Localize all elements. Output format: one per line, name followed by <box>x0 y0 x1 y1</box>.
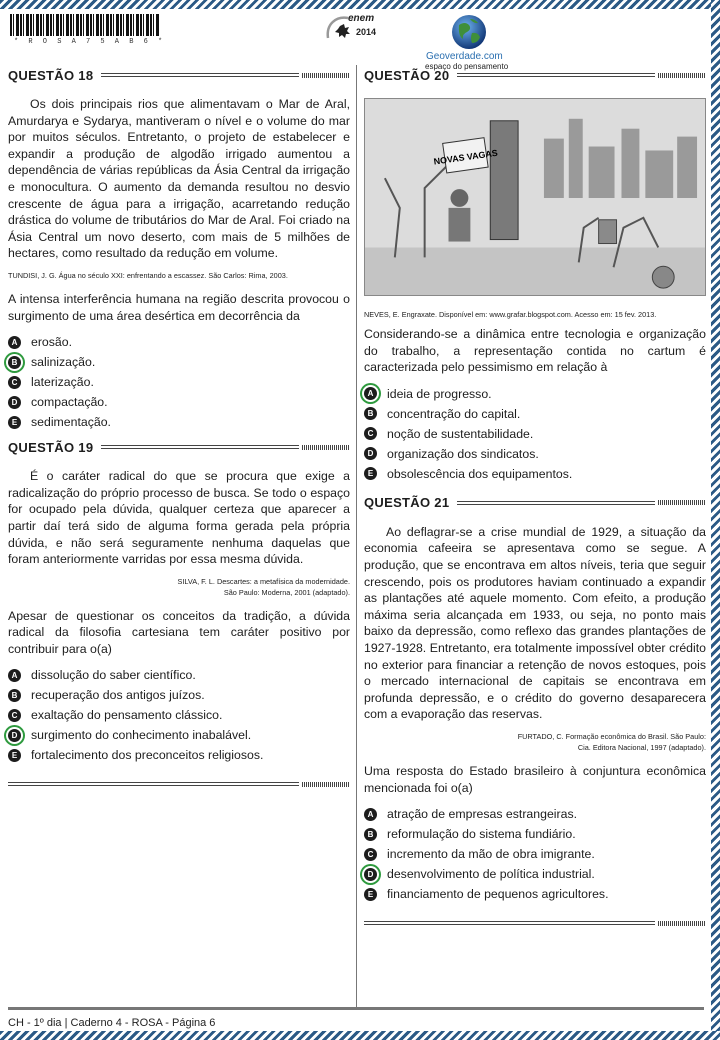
option-letter: B <box>8 689 21 702</box>
option-c[interactable] <box>364 424 706 444</box>
footer-rule <box>8 1007 704 1010</box>
option-a[interactable] <box>8 332 350 352</box>
option-letter: E <box>8 416 21 429</box>
option-text: noção de sustentabilidade. <box>387 426 534 441</box>
answer-options <box>364 384 706 484</box>
question-source: TUNDISI, J. G. Água no século XXI: enfrentando a escassez. São Carlos: Rima, 2003. <box>8 270 288 280</box>
source-line-1: FURTADO, C. Formação econômica do Brasil. São Paulo: <box>517 731 706 741</box>
option-text: exaltação do pensamento clássico. <box>31 708 223 723</box>
question-source <box>364 731 706 753</box>
option-text: sedimentação. <box>31 415 111 430</box>
answer-options <box>8 332 350 432</box>
option-text: reformulação do sistema fundiário. <box>387 827 576 842</box>
option-b[interactable] <box>364 824 706 844</box>
header-ticks <box>302 73 350 78</box>
globe-icon <box>450 13 488 51</box>
end-rule-line <box>8 782 299 786</box>
option-letter: B <box>364 828 377 841</box>
option-letter: C <box>364 848 377 861</box>
option-e[interactable] <box>364 464 706 484</box>
header-rule <box>101 73 299 77</box>
option-letter-marked: D <box>364 868 377 881</box>
option-a[interactable] <box>364 804 706 824</box>
question-text: Ao deflagrar-se a crise mundial de 1929, a situação da economia cafeeira se apresentava como se segue. A produção, que se encontrava em altos níveis, teria que seguir crescendo, pois os produtores haviam continuado a expandir as plantações até aquele momento. Com efeito, a produção máxima seria alcançada em 1933, ou seja, no ponto mais baixo da depressão, como reflexo das grandes plantações de 1927-1928. Entretanto, era totalmente impossível obter crédito no exterior para financiar a retenção de novos estoques, pois o mercado internacional de capitais se encontrava em profunda depressão, e o crédito do governo desaparecera com a evaporação das reservas. <box>364 524 706 722</box>
question-text: É o caráter radical do que se procura que exige a radicalização do próprio processo de busca. Se todo o espaço for ocupado pela dúvida, qualquer certeza que aparecer a partir daí terá sido de alguma forma gerada pela própria dúvida, e não será seguramente nenhuma daquelas que foram anteriormente varridas por essa mesma dúvida. <box>8 469 350 567</box>
question-title: QUESTÃO 18 <box>8 67 94 83</box>
question-header <box>364 494 706 512</box>
option-letter: C <box>364 427 377 440</box>
question-title: QUESTÃO 21 <box>364 495 450 511</box>
bottom-stripe-border <box>0 1031 720 1040</box>
option-c[interactable] <box>8 372 350 392</box>
option-text: fortalecimento dos preconceitos religiosos. <box>31 748 264 763</box>
end-rule-ticks <box>302 782 350 787</box>
option-a[interactable] <box>8 665 350 685</box>
question-header <box>8 66 350 84</box>
option-letter-marked: B <box>8 356 21 369</box>
option-text: dissolução do saber científico. <box>31 668 196 683</box>
option-letter: E <box>364 888 377 901</box>
source-line-2: São Paulo: Moderna, 2001 (adaptado). <box>223 587 350 597</box>
end-rule-line <box>364 921 655 925</box>
watermark-tagline: espaço do pensamento <box>425 62 509 71</box>
option-letter: E <box>8 749 21 762</box>
source-line-2: Cia. Editora Nacional, 1997 (adaptado). <box>577 742 706 752</box>
question-text: Os dois principais rios que alimentavam o Mar de Aral, Amurdarya e Sydarya, mantiveram o nível e o volume do mar por muitos séculos. Entretanto, o projeto de estabelecer e expandir a produção de algodão irrigado aumentou a dependência de várias repúblicas da Ásia Central da irrigação e monocultura. O aumento da demanda resultou no desvio crescente de água para a irrigação, acarretando redução drástica do volume de tributários do Mar de Aral. Foi criado na Ásia Central um novo deserto, com mais de 5 milhões de hectares, como resultado da redução em volume. <box>8 97 350 261</box>
option-e[interactable] <box>8 412 350 432</box>
watermark-site: Geoverdade.com <box>426 51 503 62</box>
option-text: surgimento do conhecimento inabalável. <box>31 728 252 743</box>
header-rule <box>457 501 655 505</box>
option-d[interactable] <box>8 725 350 745</box>
question-18 <box>8 66 350 432</box>
question-title: QUESTÃO 20 <box>364 67 450 83</box>
option-letter: A <box>364 808 377 821</box>
option-letter: C <box>8 376 21 389</box>
option-b[interactable] <box>8 685 350 705</box>
option-text: incremento da mão de obra imigrante. <box>387 847 595 862</box>
option-letter: A <box>8 336 21 349</box>
option-letter: A <box>8 669 21 682</box>
question-stem: Apesar de questionar os conceitos da tradição, a dúvida radical da filosofia cartesiana tem caráter positivo por contribuir para o(a) <box>8 608 350 656</box>
cartoon-sign-text: NOVAS VAGAS <box>432 147 499 167</box>
option-letter-marked: D <box>8 729 21 742</box>
option-text: obsolescência dos equipamentos. <box>387 466 573 481</box>
question-19 <box>8 438 350 787</box>
option-text: financiamento de pequenos agricultores. <box>387 887 609 902</box>
barcode-text: * R O S A 7 5 A B 6 * <box>14 38 166 46</box>
option-d[interactable] <box>8 392 350 412</box>
question-header <box>364 66 706 84</box>
option-d[interactable] <box>364 864 706 884</box>
option-e[interactable] <box>8 745 350 765</box>
answer-options <box>364 804 706 904</box>
question-stem: Considerando-se a dinâmica entre tecnologia e organização do trabalho, a representação contida no cartum é caracterizada pelo pessimismo em relação à <box>364 327 706 375</box>
option-a[interactable] <box>364 384 706 404</box>
option-text: organização dos sindicatos. <box>387 446 539 461</box>
option-letter-marked: A <box>364 387 377 400</box>
barcode <box>10 14 160 36</box>
option-letter: D <box>8 396 21 409</box>
option-text: recuperação dos antigos juízos. <box>31 688 205 703</box>
right-stripe-border <box>711 0 720 1040</box>
header-ticks <box>302 445 350 450</box>
header-ticks <box>658 500 706 505</box>
cartoon-image <box>364 98 706 296</box>
answer-options <box>8 665 350 765</box>
right-column <box>364 66 706 926</box>
question-stem: Uma resposta do Estado brasileiro à conjuntura econômica mencionada foi o(a) <box>364 763 706 795</box>
option-text: salinização. <box>31 355 96 370</box>
column-divider <box>356 65 357 1007</box>
option-letter: C <box>8 709 21 722</box>
section-end-rule <box>364 920 706 926</box>
option-d[interactable] <box>364 444 706 464</box>
option-b[interactable] <box>364 404 706 424</box>
option-letter: D <box>364 447 377 460</box>
option-e[interactable] <box>364 884 706 904</box>
page-footer: CH - 1º dia | Caderno 4 - ROSA - Página 6 <box>8 1017 216 1029</box>
option-text: ideia de progresso. <box>387 386 492 401</box>
question-20 <box>364 66 706 484</box>
question-header <box>8 438 350 456</box>
question-title: QUESTÃO 19 <box>8 439 94 455</box>
option-text: desenvolvimento de política industrial. <box>387 867 595 882</box>
option-b[interactable] <box>8 352 350 372</box>
question-stem: A intensa interferência humana na região descrita provocou o surgimento de uma área desértica em decorrência da <box>8 291 350 323</box>
section-end-rule <box>8 781 350 787</box>
question-source <box>8 576 350 598</box>
option-letter: E <box>364 467 377 480</box>
option-c[interactable] <box>364 844 706 864</box>
question-21 <box>364 494 706 926</box>
option-text: compactação. <box>31 395 108 410</box>
header-rule <box>457 73 655 77</box>
end-rule-ticks <box>658 921 706 926</box>
option-text: erosão. <box>31 335 73 350</box>
exam-year: 2014 <box>356 27 377 37</box>
option-letter: B <box>364 407 377 420</box>
top-stripe-border <box>0 0 720 9</box>
header-ticks <box>658 73 706 78</box>
source-line-1: SILVA, F. L. Descartes: a metafísica da modernidade. <box>177 576 350 586</box>
option-text: concentração do capital. <box>387 406 521 421</box>
header-rule <box>101 445 299 449</box>
option-c[interactable] <box>8 705 350 725</box>
option-text: laterização. <box>31 375 94 390</box>
left-column <box>8 66 350 787</box>
option-text: atração de empresas estrangeiras. <box>387 807 578 822</box>
question-source: NEVES, E. Engraxate. Disponível em: www.grafar.blogspot.com. Acesso em: 15 fev. 2013. <box>364 310 657 319</box>
exam-brand: enem <box>348 13 375 24</box>
